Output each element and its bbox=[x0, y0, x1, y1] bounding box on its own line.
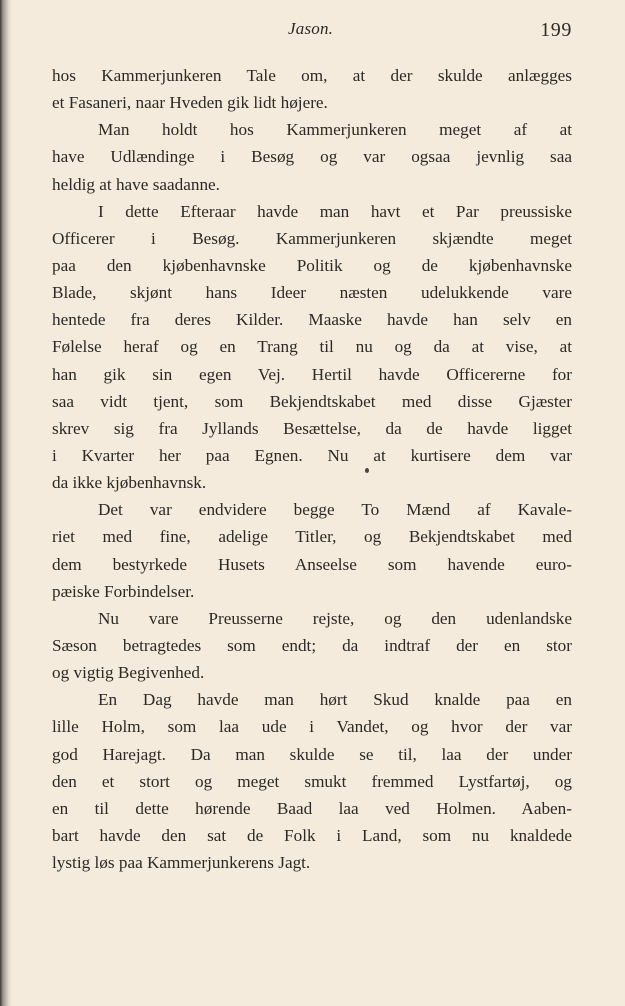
page-number: 199 bbox=[540, 19, 572, 41]
text-line: hentede fra deres Kilder. Maaske havde han selv en bbox=[52, 310, 572, 330]
text-line: da ikke kjøbenhavnsk. bbox=[52, 473, 207, 493]
text-line: saa vidt tjent, som Bekjendtskabet med disse Gjæster bbox=[52, 391, 572, 411]
text-line: Følelse heraf og en Trang til nu og da at vise, at bbox=[52, 337, 572, 357]
text-line: Man holdt hos Kammerjunkeren meget af at bbox=[98, 120, 572, 140]
page-header bbox=[52, 19, 572, 43]
text-line: lystig løs paa Kammerjunkerens Jagt. bbox=[52, 853, 311, 873]
text-line: god Harejagt. Da man skulde se til, laa der under bbox=[52, 744, 572, 764]
text-line: Blade, skjønt hans Ideer næsten udelukkende vare bbox=[52, 283, 572, 303]
text-line: og vigtig Begivenhed. bbox=[52, 663, 205, 683]
text-line: En Dag havde man hørt Skud knalde paa en bbox=[98, 690, 572, 710]
text-line: heldig at have saadanne. bbox=[52, 174, 220, 194]
text-line: paa den kjøbenhavnske Politik og de kjøbenhavnske bbox=[52, 255, 572, 275]
text-line: et Fasaneri, naar Hveden gik lidt højere. bbox=[52, 93, 328, 113]
text-line: Officerer i Besøg. Kammerjunkeren skjændte meget bbox=[52, 228, 572, 248]
text-line: han gik sin egen Vej. Hertil havde Officererne for bbox=[52, 364, 572, 384]
text-line: have Udlændinge i Besøg og var ogsaa jevnlig saa bbox=[52, 147, 572, 167]
text-line: den et stort og meget smukt fremmed Lystfartøj, og bbox=[52, 771, 572, 791]
ink-blot bbox=[365, 468, 369, 473]
text-line: lille Holm, som laa ude i Vandet, og hvor der var bbox=[52, 717, 572, 737]
text-line: i Kvarter her paa Egnen. Nu at kurtisere dem var bbox=[52, 445, 572, 465]
text-line: dem bestyrkede Husets Anseelse som havende euro- bbox=[52, 554, 572, 574]
text-line: pæiske Forbindelser. bbox=[52, 581, 195, 601]
text-line: Nu vare Preusserne rejste, og den udenlandske bbox=[98, 608, 572, 628]
body-text bbox=[52, 62, 572, 876]
text-line: hos Kammerjunkeren Tale om, at der skulde anlægges bbox=[52, 66, 572, 85]
text-line: en til dette hørende Baad laa ved Holmen. Aaben- bbox=[52, 798, 572, 818]
text-line: Sæson betragtedes som endt; da indtraf der en stor bbox=[52, 635, 572, 655]
running-title: Jason. bbox=[288, 19, 334, 38]
text-line: riet med fine, adelige Titler, og Bekjendtskabet med bbox=[52, 527, 572, 547]
text-line: I dette Efteraar havde man havt et Par preussiske bbox=[98, 201, 572, 221]
text-line: bart havde den sat de Folk i Land, som nu knaldede bbox=[52, 825, 572, 845]
text-line: skrev sig fra Jyllands Besættelse, da de havde ligget bbox=[52, 418, 572, 438]
text-line: Det var endvidere begge To Mænd af Kavale- bbox=[98, 500, 572, 520]
page-binding-edge bbox=[0, 0, 12, 1006]
